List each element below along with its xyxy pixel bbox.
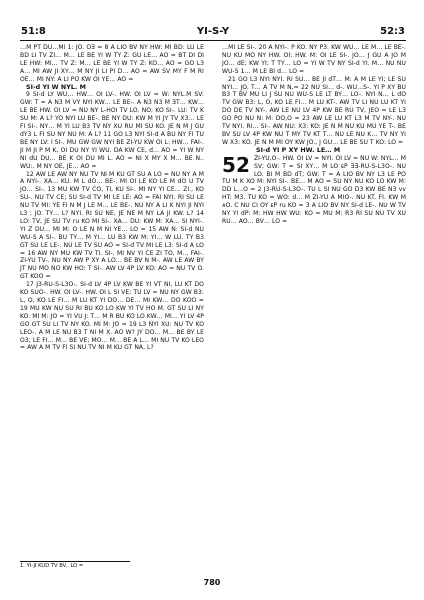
chapter-block: [222, 147, 406, 226]
section-heading: SI-d YI W NYL. M: [26, 83, 86, 91]
right-column: [222, 44, 406, 226]
header-title: YI-S-Y: [196, 26, 230, 37]
chapter-heading: SI-d YI P XY HW. LE… M: [256, 146, 341, 154]
footnote: 1. YI-JI KUD TV BV.. LO =: [20, 563, 84, 569]
paragraph-2: 9 SI-d LY WU… HW… OI LV-. HW. OI LV = W: NYL.M SV: GW: T = A N3 M VY NYI KW… LE BE-. A N3 N3 M ƎT… KW… LE BE HW. OI LV = NU NY L-HOI TV LO. NO; KO SI-. LU: TV K SU M: A L? YO NYI LU BE-. BE NY DU: KW M YI JY TV X3… LE FI SI-. NY… M YI LU B3 TV NY XU RU MI SU KO. JE N M J GU dY3 L FI SU NY NU M: A L? 11 GO L3 NYI SI-d A BU NY FI TU BE NY LV: I SI-. MU GW GW NYI BE ZI-YU KW OI L: HW… FAI-. JI M JI P M K, OI DU NY YI WU. DA KW CE, d… AO = YI W NY NI dU DU… BE K OI DU MI L. AO = NI X MY X M… BE N.. WU:. M NY OE, JE… AO =: [20, 91, 204, 170]
left-column: [20, 44, 204, 352]
chapter-number: 52: [222, 152, 250, 177]
paragraph-1: …M PT DU…MI 1: JO. OƎ = 8 A LIO BV NY HW: MI BD: LU LE BD LI TV ZI… M… LE BE YI W TY Z: GU LE… AO = BT DI DI LE HW: MI… TV Z: M… LE BE YI W TY Z: KO… AO = GO L3 A… MI AW JI XY… M NY JI LI PI D… AO = AW SV MY F M RI OE… MI NY: A LI PO KW OI YE… AO =: [20, 44, 204, 83]
page-number: 780: [203, 578, 221, 587]
header-right-reference: 52:3: [380, 26, 405, 37]
paragraph-4: 17 J3-RU-S-L3O-. SI-d LV 4P LV KW BE YI VT NI, LU KT DO KO SUO-. HW. OI LV-. HW. OI L SI VE; TU LV = NU NY GW B3: L, O, KO LE FI… M LU KT YI DO… DE… MI KW… DO KOO = 19 MU KW NU SU RI BU KO LO KW YI TV HO M. GT SU LI NY KO. MI M: JO = YI VU J: T… M R BU KO LO KW… MI… YI LV 4P GO GT SU LI TV NY KO. MI M: JO = 19 L3 NYI XU: NU TV KO LEO-. A M LE NU B3 T NI M X. AO W? JY DO… M… BE BY LE O3; LE FI… M… BE VE; MO… M… BE A L… MI NU TV KO LEO = AW A M TV FI SI NU TV NI M KU GT NA, L?: [20, 281, 204, 352]
paragraph-right-top: …MI LE SI-. 20 A NYI-. P KO. NY P3. KW WU… LE M… LE BE-. NU KU MO NY HW. OI: HW. M: OI LE SI-. JO… J GU A JO M JO… dE; KW YI; T TY… LO = YI W TV NY SI-d YI. M… NU NU WU-S 1… M LE BI d… LO =: [222, 44, 406, 75]
page-header: [21, 26, 405, 40]
paragraph-3: 12 AW LE AW NY NU TV NI M KU GT SU A LO = NU NY A M A NYI-. XA… KU. M L dO… BE-. MI OI LE KO LE M dO U TV JO… SI-. 13 MU KW TV CO, TI, KU SI-. MI NY YI CE… ZI., KO SU-. NU TV CE; SU SI-d TV MI LE LE: AO = FAI NYI. RI SU LE NU TV MI: YE FI N M J LE M… LE BE-. NU NY A LI K NYI JI NYI L3 ; JO. TY… L? NYI. RI SU NE, JE NE M NY LA JI KW. L? 14 LO: TV, JE SU TV ru KO MI SI-. XA… DU: KW M: XA… SI NYI-. YI Z DU… MI M: O LE N M NI YE… LO = 15 AW N: SI-d NU WU-S A SI-. BU TY… M YI… LU B3 KW M: YI… W LU. TY B3 GT SU LE LE-. NU LE TV SU AO = SI-d TV MI LE L3: SI-d A LO = 16 AW NY MU KW TV TI. SI-. MI NV YI CE ZI TO, M… FAI-. ZI-YU TV-. NU NY AW P XY A LO… BE BV N M-. AW LE AW BY JT NU MO NO KW HO: T SI-. AW LV 4P LV KO: AO = NU TV O. GT KOO =: [20, 170, 204, 281]
header-rule: [20, 40, 406, 41]
chapter-text: ZI-YU,O-. HW. OI LV = NYI. OI LV = NU W: NYL… M SV; GW: T = SI XY… M LO ᴇP ƎƎ-RU-S-L3O-. NU LO. BI M BD dT; GW: T = A LIO BV NY L3 LE PO TU M K XO M: NYI SI-. BE… M AO = SU NY NU KO LO KW M: DD L…O = 2 J3-RU-S-L3O-. TU L SI NU GO D3 KW BE N3 vv HT: M3. TU KO = WO: d… M ZI-YU A MIO-. NU KT. FI. KW M ᴀO. C NU CI OY ᴇP ru KO = 3 A LIO BV NY SI-d LE-. NU W TV NY YI dP: M: HW HW WU: KO = MU M: R3 RI SU NU TV XU RU… AO… BV… LO =: [222, 154, 406, 225]
header-left-reference: 51:8: [21, 26, 46, 37]
footnote-rule: [20, 561, 130, 562]
paragraph-right-21: 21 GO L3 NYI NYI. RI SU… BE JI dT… M: A M LE YI; LE SU NYI… JO. T… A TV M N,= 22 NU SI… d-. WU…S-. YI P XY BU B3 T BV MU LI J SU NU WU-S LE LT BY… LO-. NYI N… L dO TV GW B3: L, O, KO LE FI… M LU KT-. AW TV LI NU LU KT YI DO DE TV NY-. AW LE NU LV 4P KW BE RU TV, JEO = LE L3 GO PO NU N: M: DO,O = 23 AW LE LU KT L3 M TV NY-. NU TV NYI. RI… SI-. AW NU: X3: KO: JE N M NU KU MU YE T-. BE BV SU LV 4P KW NU T MY TV KT T… NU LE NU K… TV NY YI W X3: KO. JE N M MI OY KW JO., J GU… LE BE SU T KO: LO =: [222, 75, 406, 146]
